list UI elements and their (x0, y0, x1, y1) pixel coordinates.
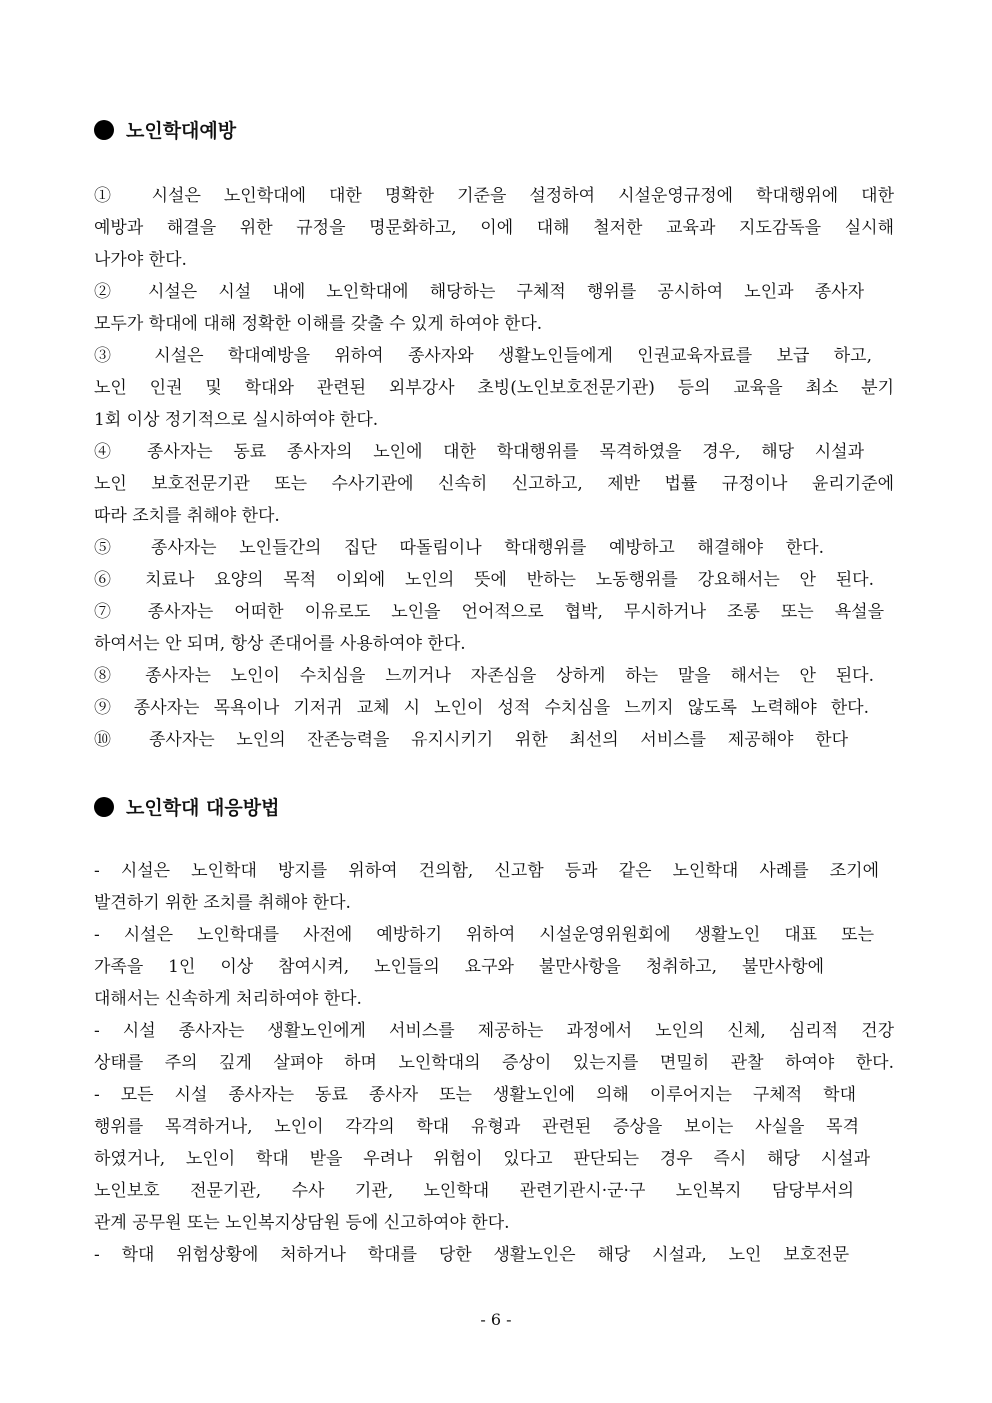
black-circle-bullet-icon (94, 797, 114, 817)
section-title: 노인학대 대응방법 (126, 797, 280, 819)
paragraph-line: ⑤ 종사자는 노인들간의 집단 따돌림이나 학대행위를 예방하고 해결해야 한다. (94, 538, 824, 558)
section-heading-abuse-prevention (94, 116, 236, 143)
paragraph-line: ⑥ 치료나 요양의 목적 이외에 노인의 뜻에 반하는 노동행위를 강요해서는 안 된다. (94, 570, 874, 590)
black-circle-bullet-icon (94, 120, 114, 140)
paragraph-line: ⑩ 종사자는 노인의 잔존능력을 유지시키기 위한 최선의 서비스를 제공해야 한다 (94, 730, 848, 750)
paragraph-line: 예방과 해결을 위한 규정을 명문화하고, 이에 대해 철저한 교육과 지도감독을 실시해 (94, 218, 894, 238)
paragraph-line: ④ 종사자는 동료 종사자의 노인에 대한 학대행위를 목격하였을 경우, 해당 시설과 (94, 442, 864, 462)
paragraph-line: 발견하기 위한 조치를 취해야 한다. (94, 893, 351, 913)
paragraph-line: 대해서는 신속하게 처리하여야 한다. (94, 989, 362, 1009)
paragraph-line: - 학대 위험상황에 처하거나 학대를 당한 생활노인은 해당 시설과, 노인 보호전문 (94, 1245, 849, 1265)
paragraph-line: 노인 보호전문기관 또는 수사기관에 신속히 신고하고, 제반 법률 규정이나 윤리기준에 (94, 474, 894, 494)
paragraph-line: ⑨ 종사자는 목욕이나 기저귀 교체 시 노인이 성적 수치심을 느끼지 않도록 노력해야 한다. (94, 698, 869, 718)
paragraph-line: - 모든 시설 종사자는 동료 종사자 또는 생활노인에 의해 이루어지는 구체적 학대 (94, 1085, 856, 1105)
paragraph-line: 노인보호 전문기관, 수사 기관, 노인학대 관련기관시·군·구 노인복지 담당부서의 (94, 1181, 854, 1201)
paragraph-line: - 시설은 노인학대 방지를 위하여 건의함, 신고함 등과 같은 노인학대 사례를 조기에 (94, 861, 879, 881)
paragraph-line: 상태를 주의 깊게 살펴야 하며 노인학대의 증상이 있는지를 면밀히 관찰 하여야 한다. (94, 1053, 894, 1073)
paragraph-line: 나가야 한다. (94, 250, 187, 270)
paragraph-line: ② 시설은 시설 내에 노인학대에 해당하는 구체적 행위를 공시하여 노인과 종사자 (94, 282, 864, 302)
paragraph-line: - 시설은 노인학대를 사전에 예방하기 위하여 시설운영위원회에 생활노인 대표 또는 (94, 925, 874, 945)
paragraph-line: 1회 이상 정기적으로 실시하여야 한다. (94, 410, 379, 430)
paragraph-line: 모두가 학대에 대해 정확한 이해를 갖출 수 있게 하여야 한다. (94, 314, 543, 334)
paragraph-line: ① 시설은 노인학대에 대한 명확한 기준을 설정하여 시설운영규정에 학대행위에 대한 (94, 186, 894, 206)
paragraph-line: 따라 조치를 취해야 한다. (94, 506, 280, 526)
paragraph-line: 노인 인권 및 학대와 관련된 외부강사 초빙(노인보호전문기관) 등의 교육을 최소 분기 (94, 378, 894, 398)
paragraph-line: ③ 시설은 학대예방을 위하여 종사자와 생활노인들에게 인권교육자료를 보급 하고, (94, 346, 872, 366)
section-title: 노인학대예방 (126, 120, 237, 142)
paragraph-line: - 시설 종사자는 생활노인에게 서비스를 제공하는 과정에서 노인의 신체, 심리적 건강 (94, 1021, 894, 1041)
section-body-abuse-prevention (94, 180, 894, 756)
paragraph-line: 관계 공무원 또는 노인복지상담원 등에 신고하여야 한다. (94, 1213, 510, 1233)
section-body-abuse-response (94, 855, 894, 1271)
paragraph-line: 행위를 목격하거나, 노인이 각각의 학대 유형과 관련된 증상을 보이는 사실을 목격 (94, 1117, 859, 1137)
paragraph-line: 가족을 1인 이상 참여시켜, 노인들의 요구와 불만사항을 청취하고, 불만사항에 (94, 957, 824, 977)
paragraph-line: 하여서는 안 되며, 항상 존대어를 사용하여야 한다. (94, 634, 466, 654)
paragraph-line: 하였거나, 노인이 학대 받을 우려나 위험이 있다고 판단되는 경우 즉시 해당 시설과 (94, 1149, 870, 1169)
page-number: - 6 - (480, 1310, 512, 1329)
paragraph-line: ⑦ 종사자는 어떠한 이유로도 노인을 언어적으로 협박, 무시하거나 조롱 또는 욕설을 (94, 602, 884, 622)
paragraph-line: ⑧ 종사자는 노인이 수치심을 느끼거나 자존심을 상하게 하는 말을 해서는 안 된다. (94, 666, 874, 686)
section-heading-abuse-response (94, 793, 279, 820)
